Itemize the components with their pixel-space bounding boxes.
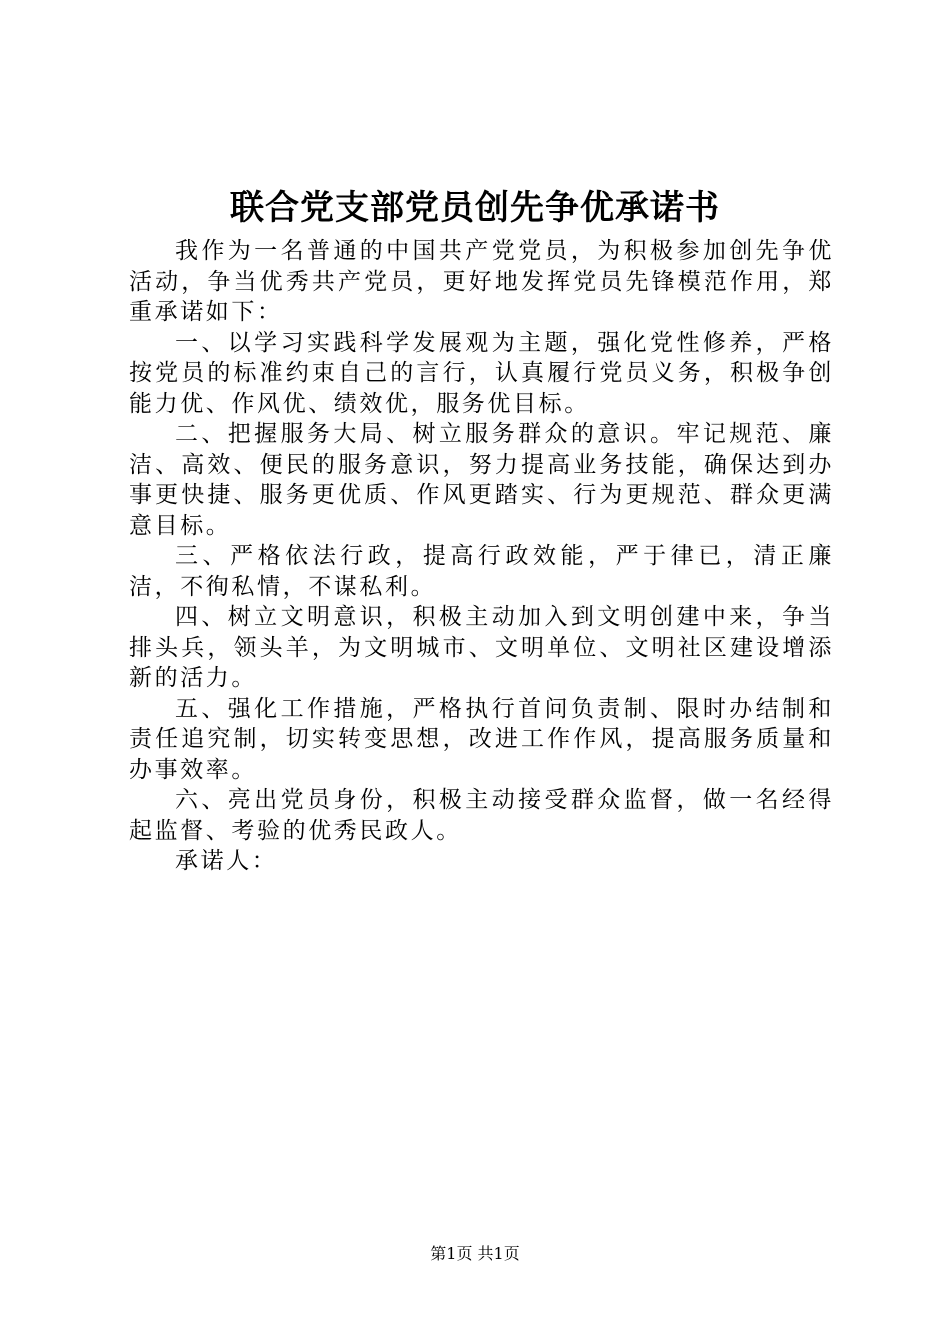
paragraph-commitment-4: 四、树立文明意识，积极主动加入到文明创建中来，争当排头兵，领头羊，为文明城市、文明单位、文明社区建设增添新的活力。 [129,604,834,691]
page-number-footer: 第1页 共1页 [430,1244,520,1263]
paragraph-intro: 我作为一名普通的中国共产党党员，为积极参加创先争优活动，争当优秀共产党员，更好地发挥党员先锋模范作用，郑重承诺如下： [129,238,834,325]
paragraph-commitment-6: 六、亮出党员身份，积极主动接受群众监督，做一名经得起监督、考验的优秀民政人。 [129,787,834,844]
paragraph-commitment-1: 一、以学习实践科学发展观为主题，强化党性修养，严格按党员的标准约束自己的言行，认真履行党员义务，积极争创能力优、作风优、绩效优，服务优目标。 [129,329,834,417]
paragraph-commitment-3: 三、严格依法行政，提高行政效能，严于律已，清正廉洁，不徇私情，不谋私利。 [129,543,834,600]
paragraph-commitment-5: 五、强化工作措施，严格执行首问负责制、限时办结制和责任追究制，切实转变思想，改进工作作风，提高服务质量和办事效率。 [129,695,834,783]
signature-line: 承诺人： [175,848,278,874]
document-body [129,236,834,877]
paragraph-commitment-2: 二、把握服务大局、树立服务群众的意识。牢记规范、廉洁、高效、便民的服务意识，努力提高业务技能，确保达到办事更快捷、服务更优质、作风更踏实、行为更规范、群众更满意目标。 [129,421,834,539]
document-title: 联合党支部党员创先争优承诺书 [230,188,720,228]
